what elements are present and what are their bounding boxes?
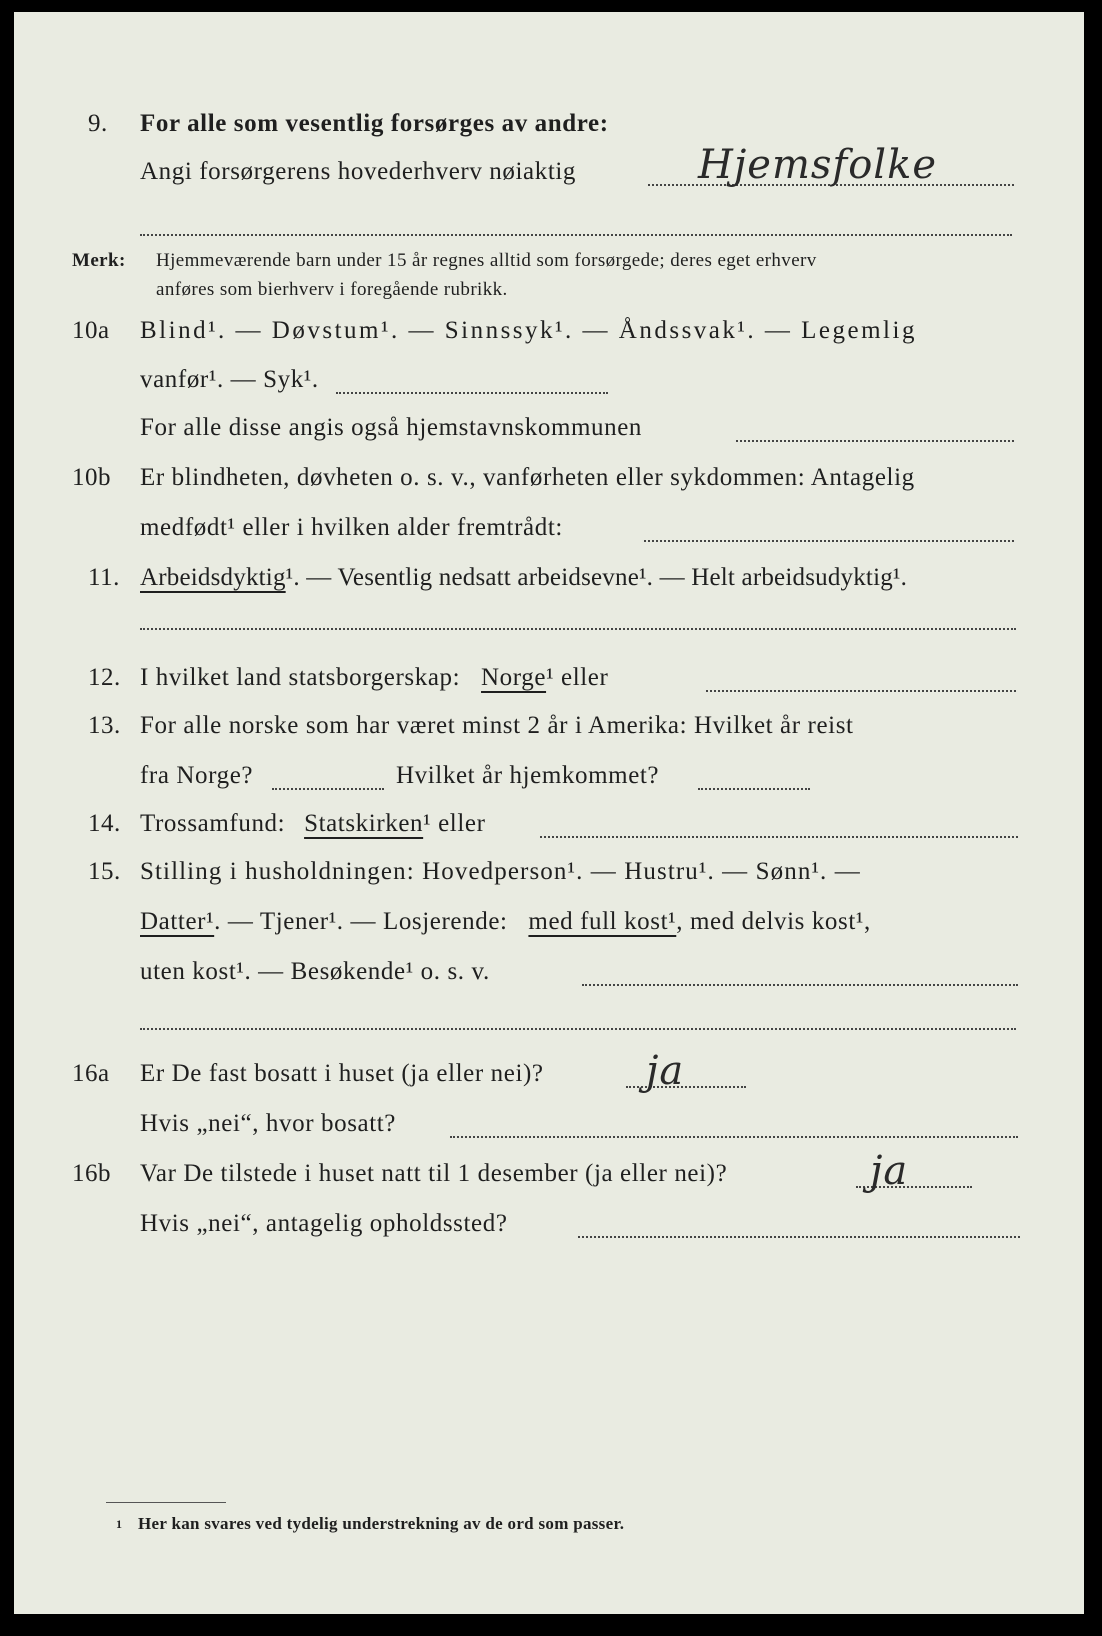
q13-reist-line xyxy=(272,788,384,790)
q13-number: 13. xyxy=(88,712,121,739)
census-form-page xyxy=(14,12,1084,1614)
q10b-line1: Er blindheten, døvheten o. s. v., vanførheten eller sykdommen: Antagelig xyxy=(140,464,915,491)
q15-line2-end: , med delvis kost¹, xyxy=(676,908,871,935)
q16a-answer-line xyxy=(626,1086,746,1088)
q16b-number: 16b xyxy=(72,1160,111,1187)
q16b-handwritten-answer: ja xyxy=(870,1148,909,1194)
q16b-line2: Hvis „nei“, antagelig opholdssted? xyxy=(140,1210,508,1237)
q11-option-arbeidsdyktig: Arbeidsdyktig xyxy=(140,564,286,591)
q14-answer-line xyxy=(540,836,1018,838)
footnote-rule xyxy=(106,1502,226,1503)
q16a-handwritten-answer: ja xyxy=(646,1048,685,1094)
merk-line2: anføres som bierhverv i foregående rubrikk. xyxy=(156,279,508,300)
q9-line1: For alle som vesentlig forsørges av andre: xyxy=(140,110,609,137)
q12-prefix: I hvilket land statsborgerskap: xyxy=(140,664,461,691)
q16a-number: 16a xyxy=(72,1060,110,1087)
q15-line2-mid: . — Tjener¹. — Losjerende: xyxy=(214,908,508,935)
q12-line xyxy=(140,664,608,692)
q11-line xyxy=(140,564,907,592)
q12-suffix: ¹ eller xyxy=(546,664,609,691)
merk-label: Merk: xyxy=(72,250,126,271)
q15-option-datter: Datter¹ xyxy=(140,908,215,935)
q15-line3: uten kost¹. — Besøkende¹ o. s. v. xyxy=(140,958,490,985)
q12-number: 12. xyxy=(88,664,121,691)
q10a-kommune-line xyxy=(736,440,1014,442)
q15-answer-line xyxy=(582,984,1018,986)
q16a-bosatt-line xyxy=(450,1136,1018,1138)
merk-line1: Hjemmeværende barn under 15 år regnes alltid som forsørgede; deres eget erhverv xyxy=(156,250,817,271)
q10b-number: 10b xyxy=(72,464,111,491)
q10a-line3: For alle disse angis også hjemstavnskommunen xyxy=(140,414,643,441)
q11-number: 11. xyxy=(88,564,120,591)
q16a-line2: Hvis „nei“, hvor bosatt? xyxy=(140,1110,397,1137)
q9-line2: Angi forsørgerens hovederhverv nøiaktig xyxy=(140,158,577,185)
q14-suffix: ¹ eller xyxy=(423,810,486,837)
q13-line2b: Hvilket år hjemkommet? xyxy=(396,762,660,789)
q9-handwritten-answer: Hjemsfolke xyxy=(698,142,938,188)
q15-line2 xyxy=(140,908,871,936)
q14-option-statskirken: Statskirken xyxy=(304,810,424,837)
q14-prefix: Trossamfund: xyxy=(140,810,286,837)
q15-option-med-full-kost: med full kost¹ xyxy=(528,908,677,935)
q10b-line2: medfødt¹ eller i hvilken alder fremtrådt: xyxy=(140,514,563,541)
q14-line xyxy=(140,810,486,838)
q16b-opholdssted-line xyxy=(578,1236,1020,1238)
q12-answer-line xyxy=(706,690,1016,692)
q14-number: 14. xyxy=(88,810,121,837)
q16a-line1: Er De fast bosatt i huset (ja eller nei)? xyxy=(140,1060,544,1087)
q16b-line1: Var De tilstede i huset natt til 1 desember (ja eller nei)? xyxy=(140,1160,728,1187)
q13-line2a: fra Norge? xyxy=(140,762,254,789)
q15-line1: Stilling i husholdningen: Hovedperson¹. — Hustru¹. — Sønn¹. — xyxy=(140,858,861,885)
q10a-line1: Blind¹. — Døvstum¹. — Sinnssyk¹. — Åndssvak¹. — Legemlig xyxy=(140,317,917,344)
q15-number: 15. xyxy=(88,858,121,885)
q12-option-norge: Norge xyxy=(481,664,547,691)
q13-line1: For alle norske som har været minst 2 år i Amerika: Hvilket år reist xyxy=(140,712,854,739)
footnote-text: Her kan svares ved tydelig understrekning av de ord som passer. xyxy=(138,1514,625,1533)
q9-number: 9. xyxy=(88,110,108,137)
footnote-mark: 1 xyxy=(116,1517,123,1531)
q10b-answer-line xyxy=(644,540,1014,542)
q11-rest: ¹. — Vesentlig nedsatt arbeidsevne¹. — Helt arbeidsudyktig¹. xyxy=(285,564,908,591)
q15-extra-line xyxy=(140,1028,1016,1030)
q10a-line2: vanfør¹. — Syk¹. xyxy=(140,366,319,393)
q11-extra-line xyxy=(140,628,1016,630)
q13-hjemkommet-line xyxy=(698,788,810,790)
q9-extra-line xyxy=(140,234,1012,236)
q10a-number: 10a xyxy=(72,317,110,344)
q10a-syk-line xyxy=(336,392,608,394)
